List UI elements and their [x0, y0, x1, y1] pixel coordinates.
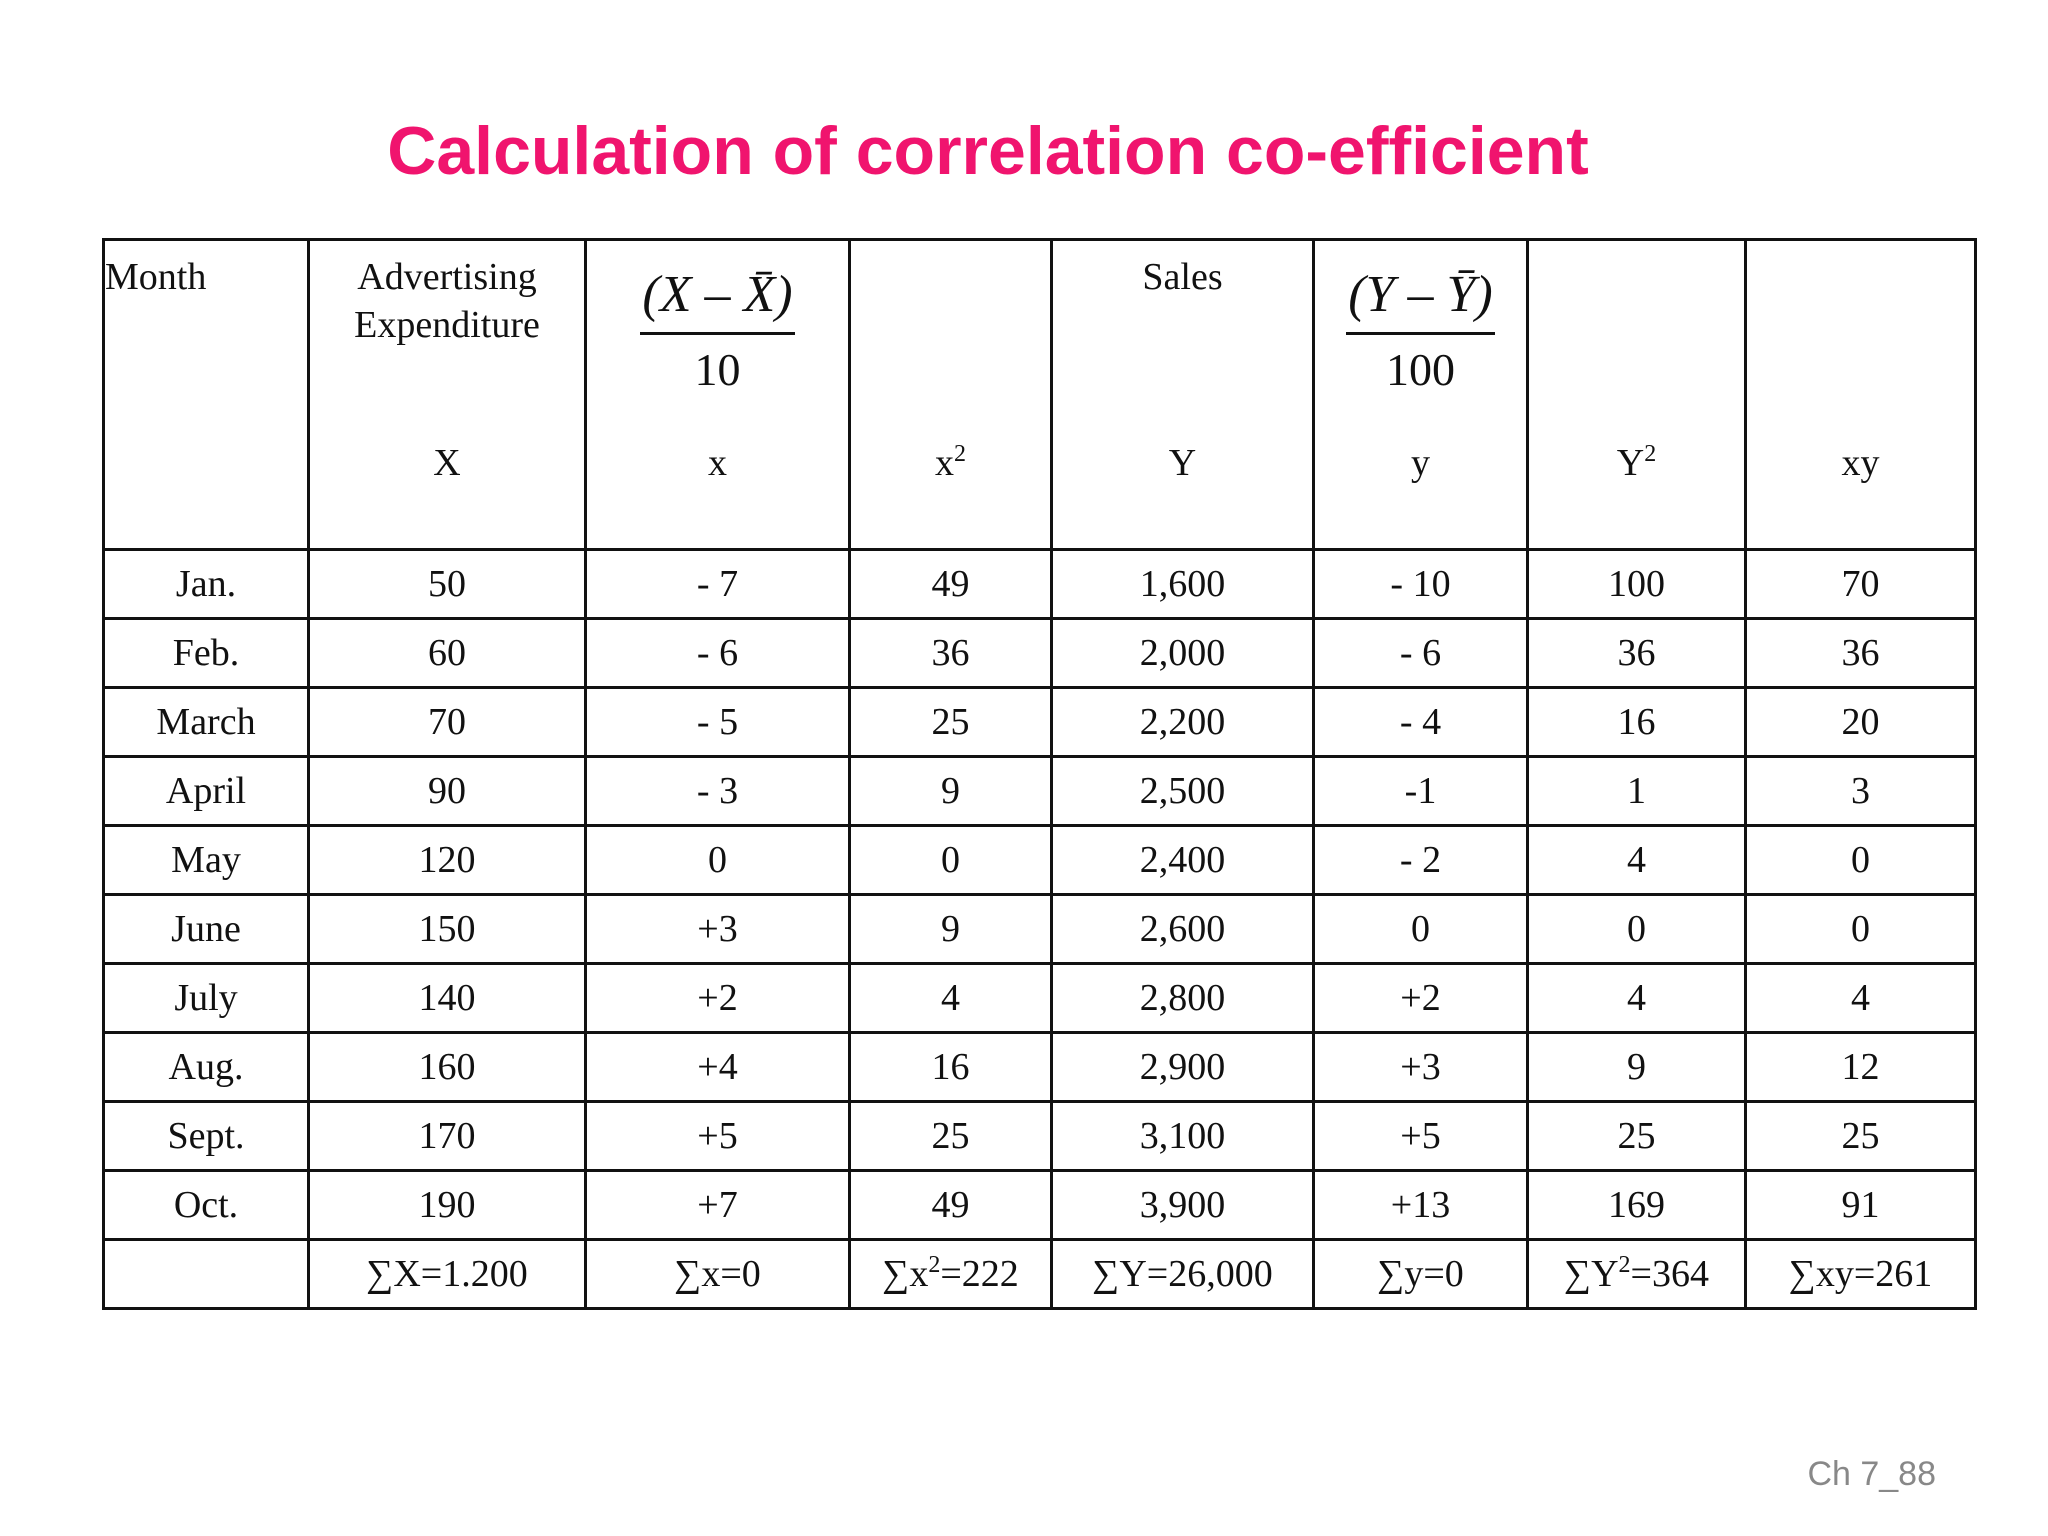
header-x-deviation: [586, 240, 850, 550]
cell-y: -1: [1314, 757, 1528, 826]
header-xy-symbol: xy: [1841, 442, 1880, 484]
header-month: [104, 240, 309, 550]
y2-sup: 2: [1644, 441, 1657, 467]
cell-x2: 49: [850, 550, 1052, 619]
cell-y: - 6: [1314, 619, 1528, 688]
table-row: [104, 688, 1976, 757]
table-row: [104, 826, 1976, 895]
header-sales-symbol: Y: [1168, 442, 1197, 484]
x2-sup: 2: [954, 441, 966, 467]
cell-month: Feb.: [104, 619, 309, 688]
cell-x: 70: [309, 688, 586, 757]
table-row: [104, 1102, 1976, 1171]
header-xy: [1746, 240, 1976, 550]
cell-xy: 36: [1746, 619, 1976, 688]
total-x2-sup: 2: [928, 1252, 941, 1278]
cell-x2: 25: [850, 688, 1052, 757]
header-sales-label: Sales: [1142, 256, 1223, 298]
cell-y: +5: [1314, 1102, 1528, 1171]
cell-y: +2: [1314, 964, 1528, 1033]
cell-y: 2,200: [1052, 688, 1314, 757]
header-x-symbol: x: [708, 442, 727, 484]
cell-month: May: [104, 826, 309, 895]
cell-x2: 4: [850, 964, 1052, 1033]
cell-xy: 91: [1746, 1171, 1976, 1240]
cell-xy: 3: [1746, 757, 1976, 826]
y-formula-numerator: (Y – Ȳ): [1346, 265, 1494, 335]
cell-x: 0: [586, 826, 850, 895]
cell-y: 3,900: [1052, 1171, 1314, 1240]
header-y-symbol: y: [1411, 442, 1430, 484]
header-x2-symbol: [851, 441, 1050, 485]
cell-x: +7: [586, 1171, 850, 1240]
cell-y2: 4: [1528, 964, 1746, 1033]
cell-y2: 16: [1528, 688, 1746, 757]
cell-x: 150: [309, 895, 586, 964]
cell-y: 2,400: [1052, 826, 1314, 895]
header-y2-symbol: [1529, 441, 1744, 485]
total-x2-post: =222: [940, 1253, 1019, 1295]
header-row: [104, 240, 1976, 550]
x-deviation-formula: [587, 265, 848, 396]
correlation-table: [102, 238, 1977, 1310]
cell-xy: 12: [1746, 1033, 1976, 1102]
cell-y2: 100: [1528, 550, 1746, 619]
y2-base: Y: [1616, 442, 1645, 484]
cell-y: 3,100: [1052, 1102, 1314, 1171]
cell-y2: 25: [1528, 1102, 1746, 1171]
cell-xy: 25: [1746, 1102, 1976, 1171]
total-x2: [850, 1240, 1052, 1309]
cell-x2: 36: [850, 619, 1052, 688]
cell-y: 1,600: [1052, 550, 1314, 619]
total-X: ∑X=1.200: [309, 1240, 586, 1309]
cell-x: - 5: [586, 688, 850, 757]
y-deviation-formula: [1315, 265, 1526, 396]
cell-y: - 2: [1314, 826, 1528, 895]
header-sales: [1052, 240, 1314, 550]
total-xy: ∑xy=261: [1746, 1240, 1976, 1309]
cell-month: Sept.: [104, 1102, 309, 1171]
total-x2-pre: ∑x: [882, 1253, 929, 1295]
table-row: [104, 619, 1976, 688]
cell-xy: 0: [1746, 826, 1976, 895]
cell-x2: 9: [850, 757, 1052, 826]
total-Y2: [1528, 1240, 1746, 1309]
cell-month: Jan.: [104, 550, 309, 619]
cell-y: - 10: [1314, 550, 1528, 619]
cell-month: June: [104, 895, 309, 964]
cell-x: - 3: [586, 757, 850, 826]
cell-month: April: [104, 757, 309, 826]
cell-y2: 9: [1528, 1033, 1746, 1102]
cell-y: +3: [1314, 1033, 1528, 1102]
total-x: ∑x=0: [586, 1240, 850, 1309]
header-adv-symbol: X: [433, 442, 461, 484]
table-row: [104, 757, 1976, 826]
cell-y: 2,900: [1052, 1033, 1314, 1102]
table-row: [104, 550, 1976, 619]
page-number: Ch 7_88: [1807, 1455, 1936, 1493]
cell-y2: 0: [1528, 895, 1746, 964]
cell-x2: 16: [850, 1033, 1052, 1102]
table-row: [104, 1033, 1976, 1102]
total-y: ∑y=0: [1314, 1240, 1528, 1309]
cell-y: 0: [1314, 895, 1528, 964]
y-formula-denominator: 100: [1386, 344, 1455, 395]
cell-x: 60: [309, 619, 586, 688]
x-formula-numerator: (X – X̄): [640, 265, 794, 335]
cell-x2: 9: [850, 895, 1052, 964]
cell-x2: 49: [850, 1171, 1052, 1240]
cell-x: 170: [309, 1102, 586, 1171]
cell-y: 2,500: [1052, 757, 1314, 826]
cell-x: +5: [586, 1102, 850, 1171]
cell-xy: 70: [1746, 550, 1976, 619]
cell-y: - 4: [1314, 688, 1528, 757]
table-row: [104, 964, 1976, 1033]
cell-x: - 6: [586, 619, 850, 688]
header-x-squared: [850, 240, 1052, 550]
total-Y2-pre: ∑Y: [1564, 1253, 1619, 1295]
cell-y: 2,800: [1052, 964, 1314, 1033]
total-Y2-post: =364: [1630, 1253, 1709, 1295]
cell-month: Oct.: [104, 1171, 309, 1240]
cell-y: 2,600: [1052, 895, 1314, 964]
cell-x2: 0: [850, 826, 1052, 895]
cell-x: 160: [309, 1033, 586, 1102]
x-formula-denominator: 10: [694, 344, 741, 395]
header-y-deviation: [1314, 240, 1528, 550]
total-Y2-sup: 2: [1618, 1252, 1631, 1278]
cell-month: Aug.: [104, 1033, 309, 1102]
table-row: [104, 1171, 1976, 1240]
header-advertising: [309, 240, 586, 550]
cell-x: +4: [586, 1033, 850, 1102]
cell-x: 120: [309, 826, 586, 895]
cell-x: 90: [309, 757, 586, 826]
cell-y2: 4: [1528, 826, 1746, 895]
header-y-squared: [1528, 240, 1746, 550]
x2-base: x: [935, 442, 954, 484]
cell-y2: 169: [1528, 1171, 1746, 1240]
cell-x: +3: [586, 895, 850, 964]
cell-xy: 4: [1746, 964, 1976, 1033]
header-adv-line2: Expenditure: [354, 304, 540, 346]
cell-x2: 25: [850, 1102, 1052, 1171]
cell-xy: 20: [1746, 688, 1976, 757]
cell-x: +2: [586, 964, 850, 1033]
cell-y2: 36: [1528, 619, 1746, 688]
totals-row: [104, 1240, 1976, 1309]
total-Y: ∑Y=26,000: [1052, 1240, 1314, 1309]
slide-title: Calculation of correlation co-efficient: [387, 113, 1589, 189]
cell-y2: 1: [1528, 757, 1746, 826]
cell-xy: 0: [1746, 895, 1976, 964]
header-adv-line1: Advertising: [357, 256, 537, 298]
cell-month: March: [104, 688, 309, 757]
cell-y: +13: [1314, 1171, 1528, 1240]
cell-y: 2,000: [1052, 619, 1314, 688]
cell-x: 140: [309, 964, 586, 1033]
cell-x: - 7: [586, 550, 850, 619]
total-empty: [104, 1240, 309, 1309]
cell-x: 50: [309, 550, 586, 619]
cell-month: July: [104, 964, 309, 1033]
header-month-label: Month: [105, 256, 207, 298]
table-row: [104, 895, 1976, 964]
cell-x: 190: [309, 1171, 586, 1240]
